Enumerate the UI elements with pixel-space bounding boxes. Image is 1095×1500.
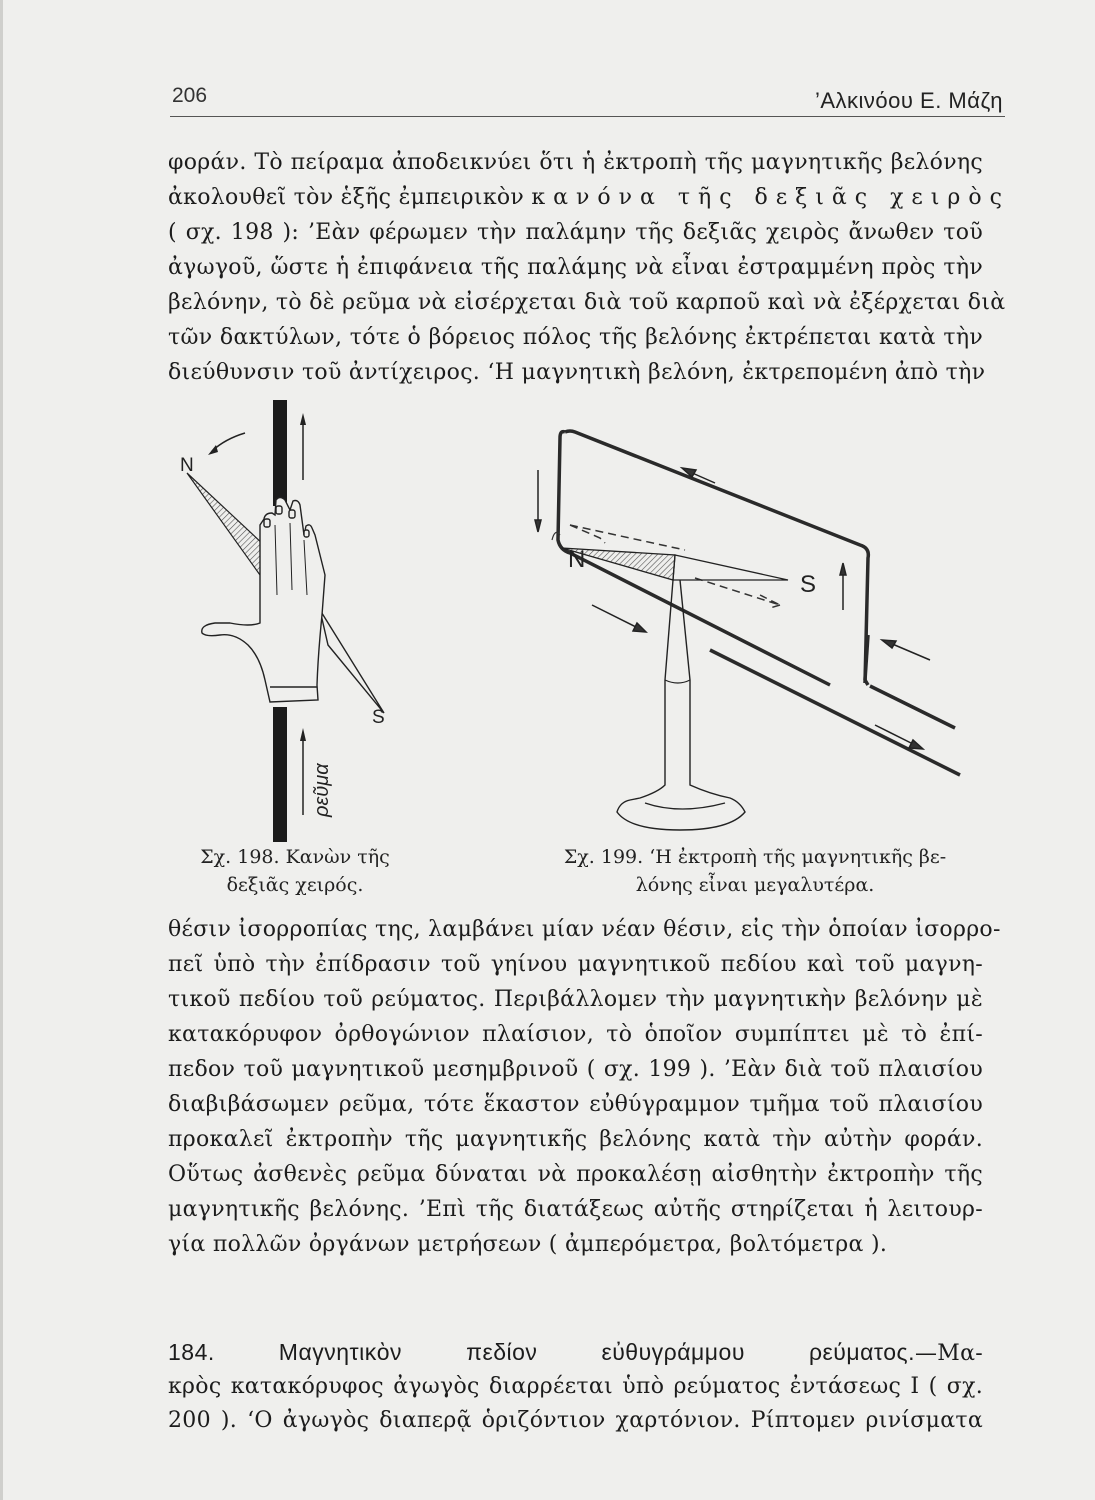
north-pole-label: N — [180, 455, 194, 476]
text-line: τικοῦ πεδίου τοῦ ρεύματος. Περιβάλλομεν τὴν μαγνητικὴν βελόνην μὲ — [168, 987, 983, 1012]
text-line: κατακόρυφον ὀρθογώνιον πλαίσιον, τὸ ὁποῖον συμπίπτει μὲ τὸ ἐπί- — [168, 1022, 983, 1047]
text-line: μαγνητικῆς βελόνης. ’Επὶ τῆς διατάξεως αὐτῆς στηρίζεται ἡ λειτουρ- — [168, 1197, 983, 1222]
text-line: προκαλεῖ ἐκτροπὴν τῆς μαγνητικῆς βελόνης κατὰ τὴν αὐτὴν φοράν. — [168, 1127, 983, 1152]
text-line — [168, 1335, 983, 1369]
caption-line: Σχ. 199. ‘Η ἐκτροπὴ τῆς μαγνητικῆς βε- — [563, 846, 947, 868]
current-arrow-icon — [300, 728, 306, 815]
needle-south-half — [320, 610, 384, 713]
current-arrow-icon — [592, 605, 646, 632]
text-line: βελόνην, τὸ δὲ ρεῦμα νὰ εἰσέρχεται διὰ τοῦ καρποῦ καὶ νὰ ἐξέρχεται διὰ — [168, 290, 1006, 315]
conductor-wire-bottom — [273, 707, 287, 842]
text-line: τῶν δακτύλων, τότε ὁ βόρειος πόλος τῆς βελόνης ἐκτρέπεται κατὰ τὴν — [168, 325, 983, 350]
figure-199-caption — [525, 843, 985, 899]
figure-199-frame-galvanometer — [530, 410, 1000, 840]
text-line: ( σχ. 198 ): ’Εὰν φέρωμεν τὴν παλάμην τῆς δεξιᾶς χειρὸς ἄνωθεν τοῦ — [168, 220, 983, 245]
text-line: θέσιν ἰσορροπίας της, λαμβάνει μίαν νέαν θέσιν, εἰς τὴν ὁποίαν ἰσορρο- — [168, 917, 1001, 942]
north-pole-label: N — [568, 546, 586, 573]
caption-line: Σχ. 198. Κανὼν τῆς — [200, 846, 390, 868]
south-pole-label: S — [372, 707, 385, 728]
lead-wire-upper — [870, 686, 955, 728]
text-line: 200 ). ‘Ο ἀγωγὸς διαπερᾷ ὁριζόντιον χαρτόνιον. Ρίπτομεν ρινίσματα — [168, 1408, 983, 1433]
current-arrow-icon — [840, 563, 846, 610]
conductor-wire-top — [273, 400, 287, 506]
current-label: ρεῦμα — [311, 763, 333, 817]
text-line-start: ἀκολουθεῖ τὸν ἑξῆς ἐμπειρικὸν — [168, 185, 525, 210]
caption-line: δεξιᾶς χειρός. — [226, 874, 364, 896]
paragraph-right-hand-rule — [168, 145, 1010, 390]
deflected-needle-outline — [570, 525, 780, 608]
current-arrow-icon — [300, 413, 306, 480]
text-line: διαβιβάσωμεν ρεῦμα, τότε ἕκαστον εὐθύγραμμον τμῆμα τοῦ πλαισίου — [168, 1092, 983, 1117]
figure-198-caption — [195, 843, 395, 899]
section-184 — [168, 1335, 983, 1437]
text-line — [168, 180, 1010, 215]
page-header — [170, 80, 1005, 117]
text-line: ἀγωγοῦ, ὥστε ἡ ἐπιφάνεια τῆς παλάμης νὰ εἶναι ἐστραμμένη πρὸς τὴν — [168, 255, 983, 280]
frame-needle-illustration — [530, 410, 1000, 840]
paragraph-frame-galvanometer — [168, 912, 1001, 1262]
text-line: Οὕτως ἀσθενὲς ρεῦμα δύναται νὰ προκαλέσῃ αἰσθητὴν ἐκτροπὴν τῆς — [168, 1162, 983, 1187]
text-line: πεδον τοῦ μαγνητικοῦ μεσημβρινοῦ ( σχ. 199 ). ’Εὰν διὰ τοῦ πλαισίου — [168, 1057, 983, 1082]
caption-line: λόνης εἶναι μεγαλυτέρα. — [635, 874, 875, 896]
figure-198-right-hand-rule — [160, 395, 400, 850]
right-hand-rule-illustration — [160, 395, 400, 850]
running-head-author: ’Αλκινόου Ε. Μάζη — [814, 88, 1003, 113]
needle-north-half — [187, 473, 264, 575]
text-line: φοράν. Τὸ πείραμα ἀποδεικνύει ὅτι ἡ ἐκτροπὴ τῆς μαγνητικῆς βελόνης — [168, 150, 983, 175]
south-pole-label: S — [800, 571, 817, 598]
needle-stand — [617, 580, 745, 830]
current-arrow-icon — [882, 640, 930, 660]
page-number: 206 — [172, 84, 208, 107]
text-line: πεῖ ὑπὸ τὴν ἐπίδρασιν τοῦ γηίνου μαγνητικοῦ πεδίου καὶ τοῦ μαγνη- — [168, 952, 983, 977]
needle-south-half — [673, 555, 788, 580]
page-edge — [0, 0, 3, 1500]
current-arrow-icon — [535, 470, 541, 532]
emphasized-rule-name: κανόνα τῆς δεξιᾶς χειρὸς — [531, 185, 1010, 210]
text-line: διεύθυνσιν τοῦ ἀντίχειρος. ‘Η μαγνητικὴ βελόνη, ἐκτρεπομένη ἀπὸ τὴν — [168, 360, 986, 385]
text-line-end: —Μα- — [914, 1341, 983, 1366]
text-line: γία πολλῶν ὀργάνων μετρήσεων ( ἀμπερόμετρα, βολτόμετρα ). — [168, 1232, 888, 1257]
section-heading: 184. Μαγνητικὸν πεδίον εὐθυγράμμου ρεύματος. — [168, 1339, 915, 1365]
text-line: κρὸς κατακόρυφος ἀγωγὸς διαρρέεται ὑπὸ ρεύματος ἐντάσεως I ( σχ. — [168, 1374, 983, 1399]
deflection-arc-arrow-icon — [208, 433, 245, 455]
hand-icon — [202, 498, 325, 703]
